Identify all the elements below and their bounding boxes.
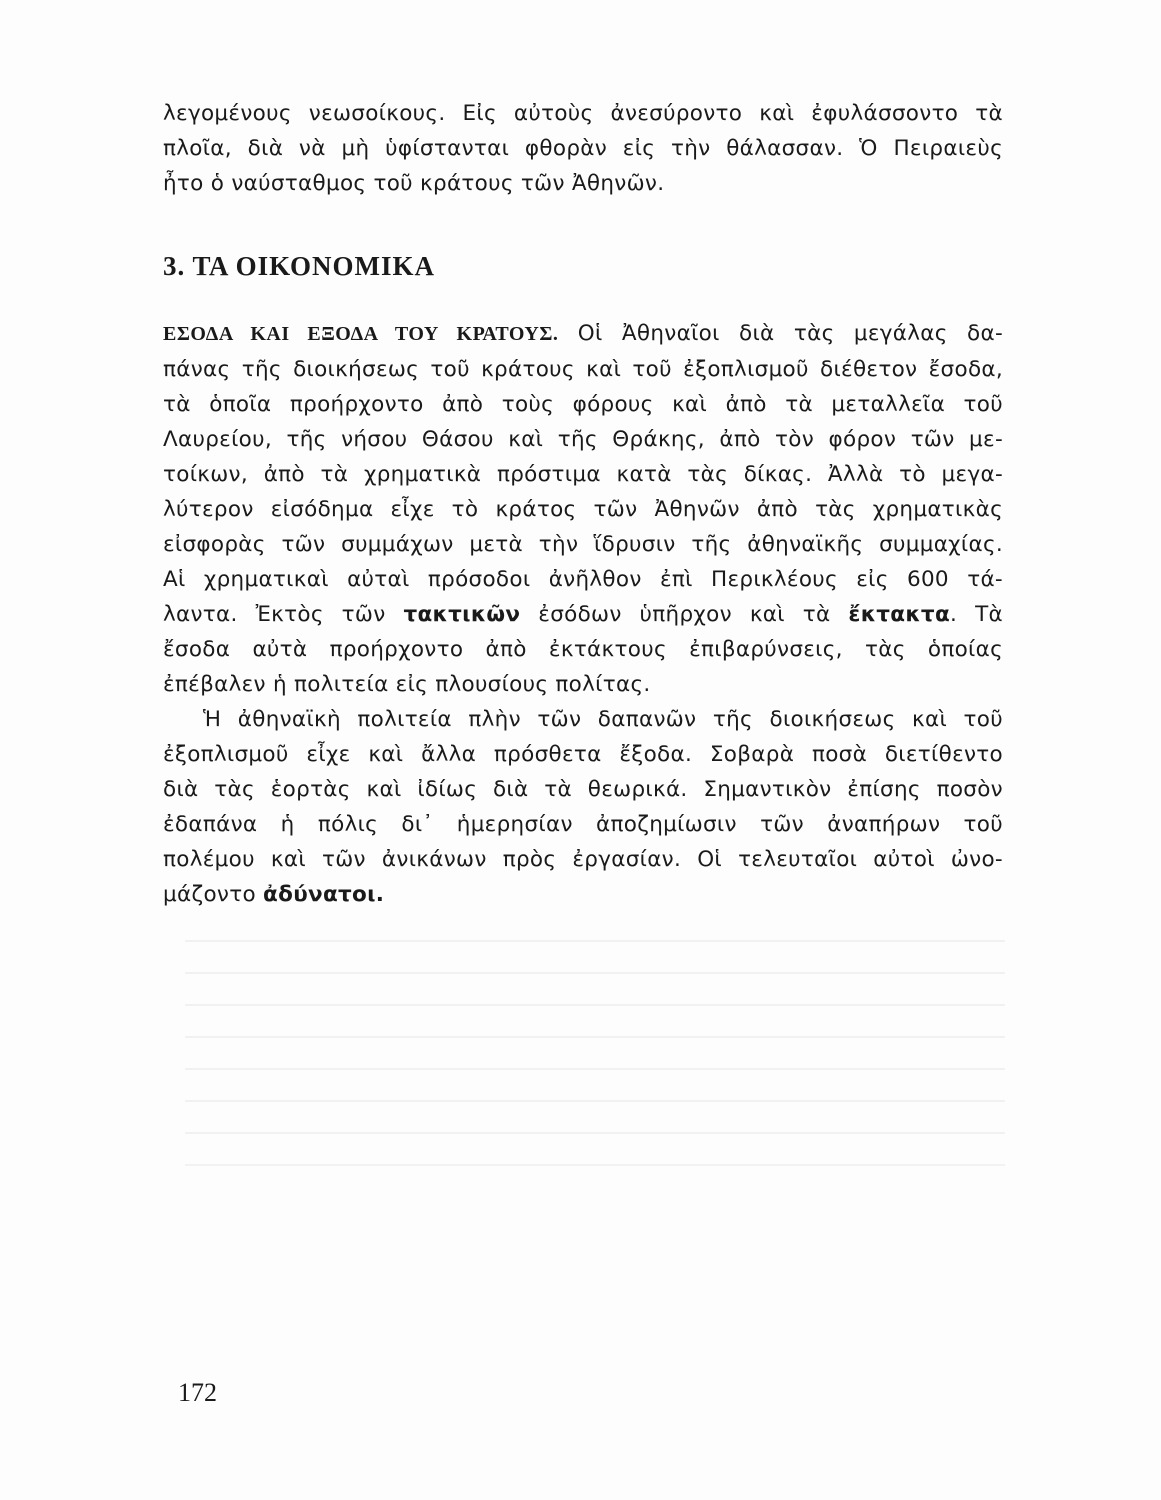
text-line: ἐδαπάνα ἡ πόλις δι᾽ ἡμερησίαν ἀποζημίωσιν τῶν ἀναπήρων τοῦ: [163, 812, 1003, 837]
text-line: ἐξοπλισμοῦ εἶχε καὶ ἄλλα πρόσθετα ἔξοδα. Σοβαρὰ ποσὰ διετίθεντο: [163, 742, 1003, 767]
text-line: λαντα. Ἐκτὸς τῶν τακτικῶν ἐσόδων ὑπῆρχον καὶ τὰ ἔκτακτα. Τὰ: [163, 602, 1003, 627]
text-line: πάνας τῆς διοικήσεως τοῦ κράτους καὶ τοῦ ἐξοπλισμοῦ διέθετον ἔσοδα,: [163, 357, 1003, 382]
section-subheading: ΕΣΟΔΑ ΚΑΙ ΕΞΟΔΑ ΤΟΥ ΚΡΑΤΟΥΣ.: [163, 323, 559, 345]
chapter-heading: 3. ΤΑ ΟΙΚΟΝΟΜΙΚΑ: [163, 251, 435, 281]
text-line: Ἡ ἀθηναϊκὴ πολιτεία πλὴν τῶν δαπανῶν τῆς διοικήσεως καὶ τοῦ: [203, 707, 1003, 732]
term-ektakta: ἔκτακτα: [848, 602, 951, 627]
section-income-expenses: [163, 316, 1003, 702]
text-line: Λαυρείου, τῆς νήσου Θάσου καὶ τῆς Θράκης, ἀπὸ τὸν φόρον τῶν με-: [163, 427, 1003, 452]
text-line: διὰ τὰς ἑορτὰς καὶ ἰδίως διὰ τὰ θεωρικά. Σημαντικὸν ἐπίσης ποσὸν: [163, 777, 1003, 802]
text-line: εἰσφορὰς τῶν συμμάχων μετὰ τὴν ἵδρυσιν τῆς ἀθηναϊκῆς συμμαχίας.: [163, 532, 1003, 557]
term-taktika: τακτικῶν: [403, 602, 521, 627]
text-line: τοίκων, ἀπὸ τὰ χρηματικὰ πρόστιμα κατὰ τὰς δίκας. Ἀλλὰ τὸ μεγα-: [163, 462, 1003, 487]
bleed-through-shadow: [185, 940, 1005, 1260]
text-line: ἦτο ὁ ναύσταθμος τοῦ κράτους τῶν Ἀθηνῶν.: [163, 171, 665, 196]
text-line: ἔσοδα αὐτὰ προήρχοντο ἀπὸ ἐκτάκτους ἐπιβαρύνσεις, τὰς ὁποίας: [163, 637, 1003, 662]
text-line: λεγομένους νεωσοίκους. Εἰς αὐτοὺς ἀνεσύροντο καὶ ἐφυλάσσοντο τὰ: [163, 101, 1003, 126]
second-paragraph: [163, 702, 1003, 912]
text-line: ΕΣΟΔΑ ΚΑΙ ΕΞΟΔΑ ΤΟΥ ΚΡΑΤΟΥΣ. Οἱ Ἀθηναῖοι διὰ τὰς μεγάλας δα-: [163, 321, 1003, 346]
text-line: μάζοντο ἀδύνατοι.: [163, 882, 385, 907]
text-line: τὰ ὁποῖα προήρχοντο ἀπὸ τοὺς φόρους καὶ ἀπὸ τὰ μεταλλεῖα τοῦ: [163, 392, 1003, 417]
opening-paragraph: [163, 96, 1003, 201]
text-line: Αἱ χρηματικαὶ αὐταὶ πρόσοδοι ἀνῆλθον ἐπὶ Περικλέους εἰς 600 τά-: [163, 567, 1003, 592]
text-line: ἐπέβαλεν ἡ πολιτεία εἰς πλουσίους πολίτας.: [163, 672, 651, 697]
text-line: λύτερον εἰσόδημα εἶχε τὸ κράτος τῶν Ἀθηνῶν ἀπὸ τὰς χρηματικὰς: [163, 497, 1003, 522]
page-number: 172: [178, 1378, 217, 1407]
text-line: πολέμου καὶ τῶν ἀνικάνων πρὸς ἐργασίαν. Οἱ τελευταῖοι αὐτοὶ ὠνο-: [163, 847, 1003, 872]
text-line: πλοῖα, διὰ νὰ μὴ ὑφίστανται φθορὰν εἰς τὴν θάλασσαν. Ὁ Πειραιεὺς: [163, 136, 1003, 161]
term-adynatoi: ἀδύνατοι.: [263, 882, 385, 907]
